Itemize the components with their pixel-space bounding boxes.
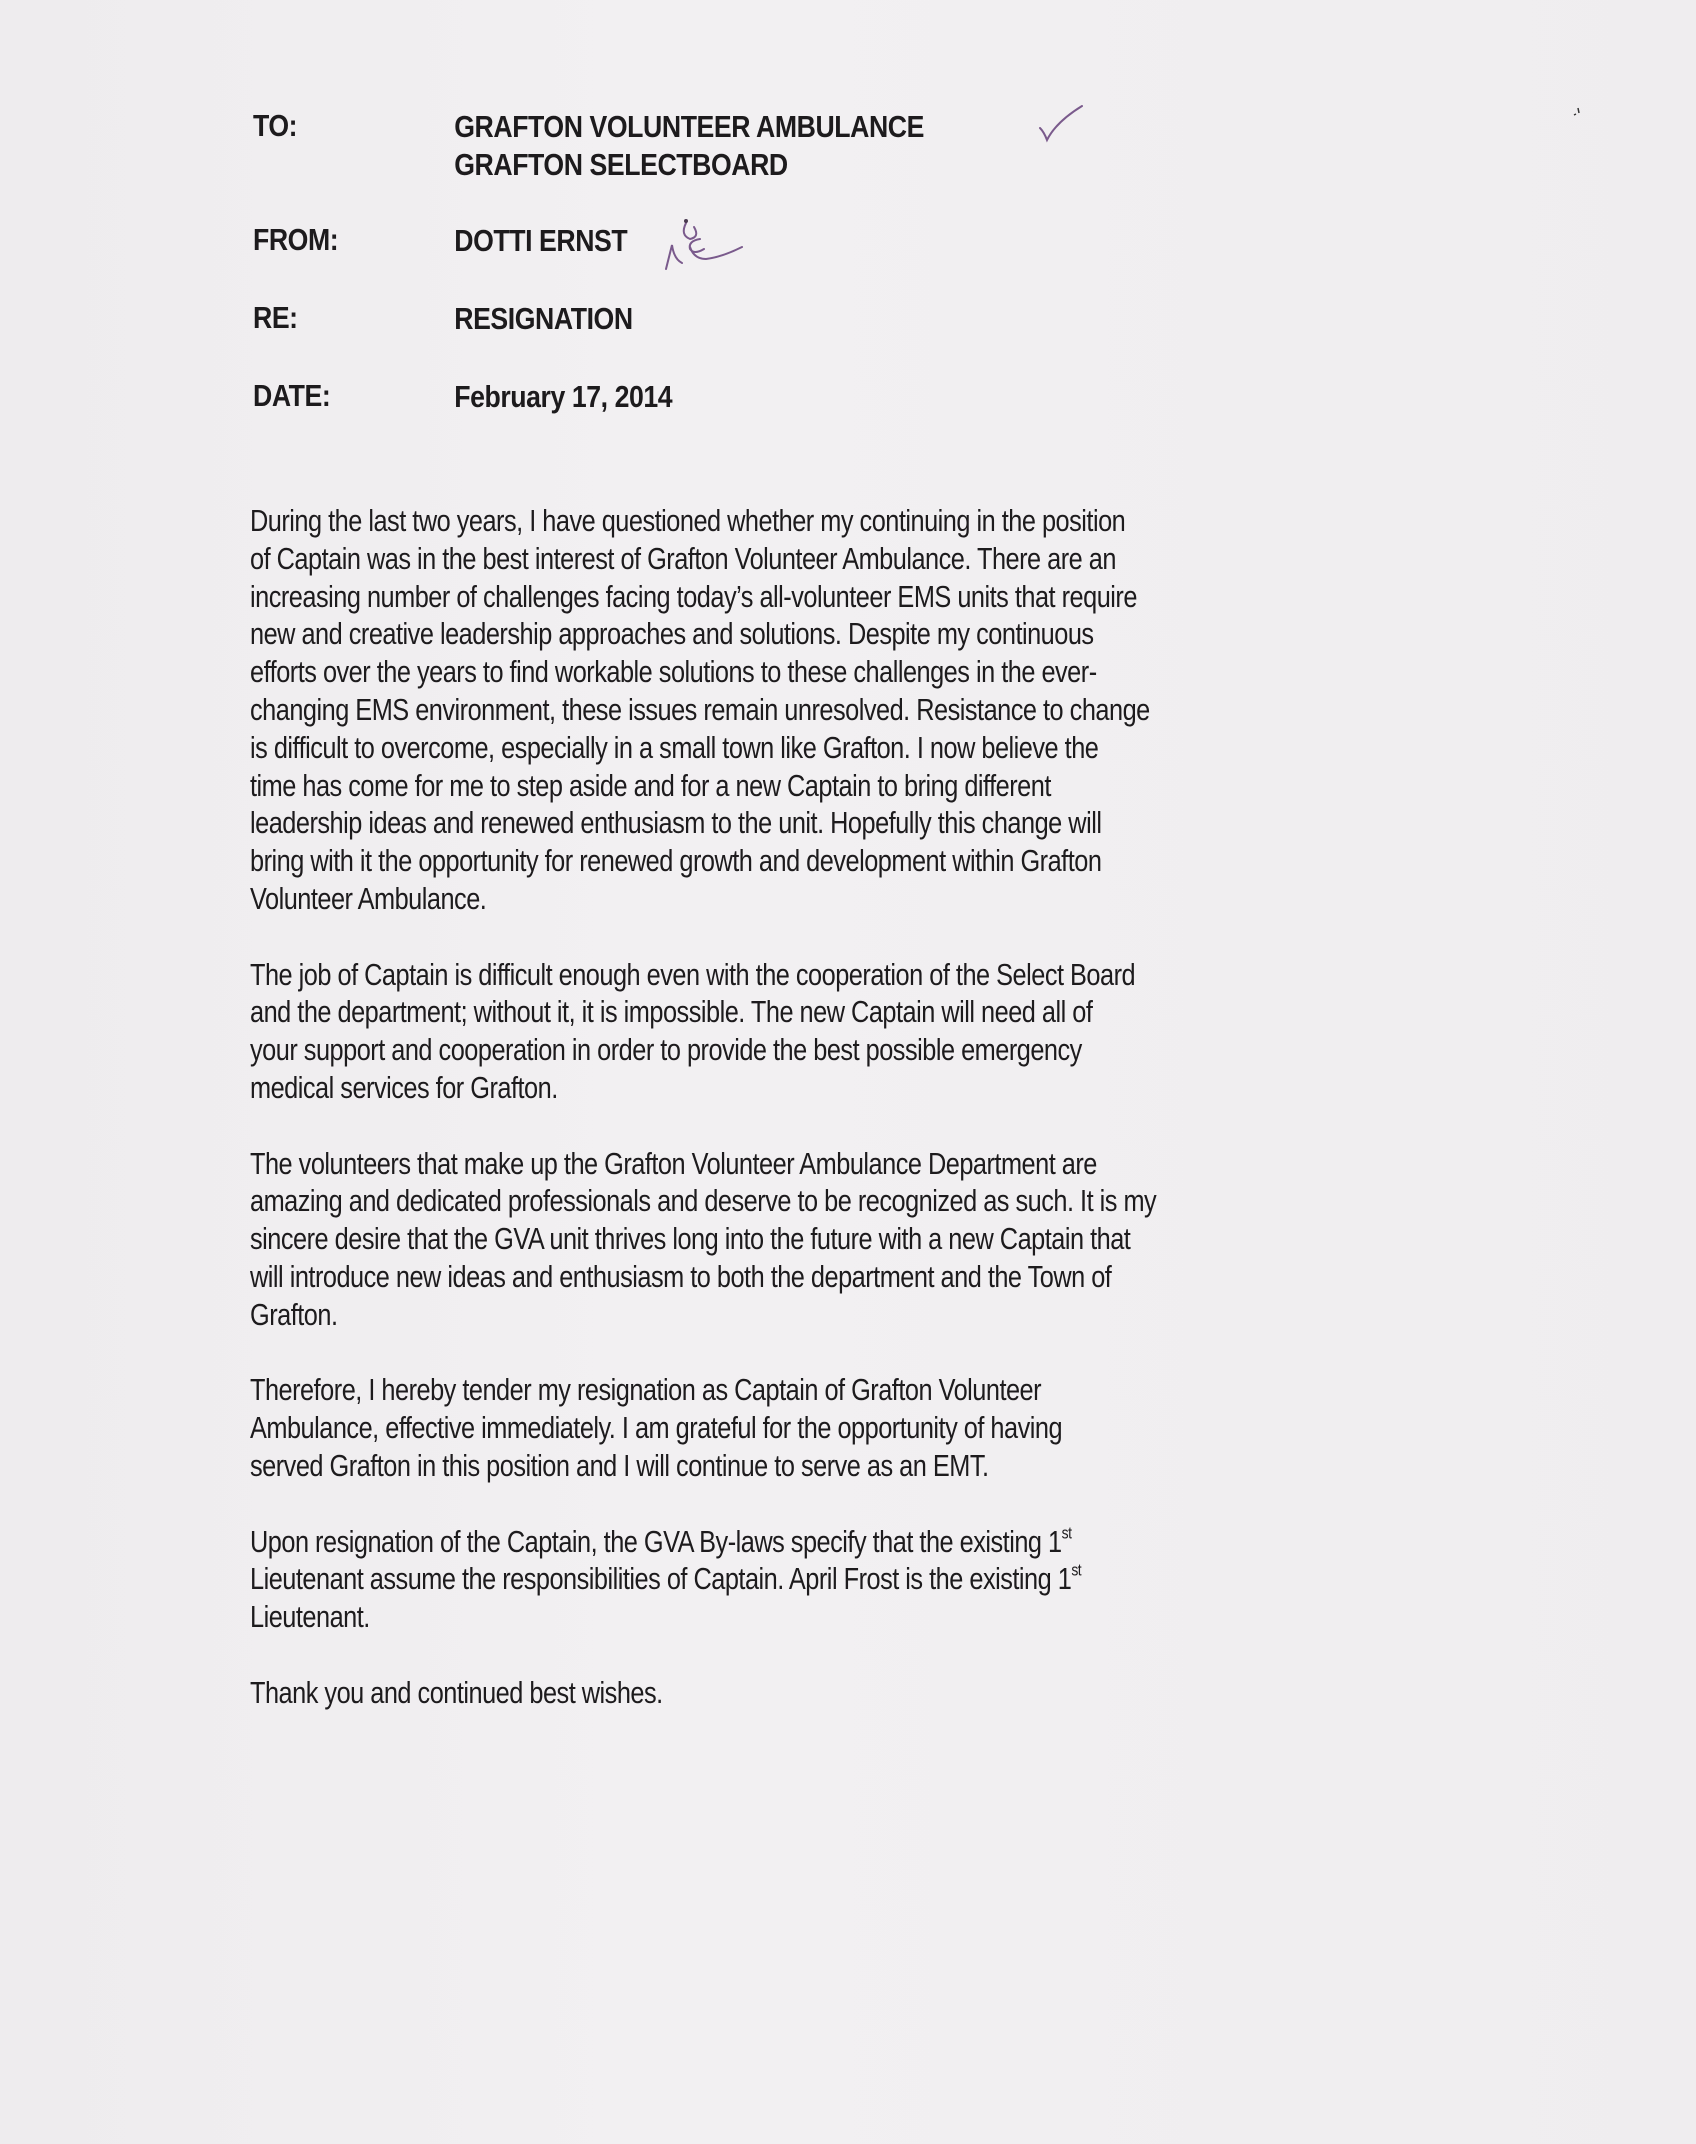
signature-initials-icon: [660, 215, 750, 275]
body-line: medical services for Grafton.: [250, 1070, 558, 1105]
body-line: Therefore, I hereby tender my resignation as Captain of Grafton Volunteer: [250, 1373, 1042, 1408]
ordinal-suffix: st: [1061, 1523, 1072, 1543]
body-line: is difficult to overcome, especially in a small town like Grafton. I now believe the: [250, 730, 1099, 765]
paragraph-succession: [250, 1524, 1445, 1637]
ordinal-suffix: st: [1071, 1560, 1082, 1580]
body-line: During the last two years, I have questioned whether my continuing in the position: [250, 504, 1126, 538]
body-line: bring with it the opportunity for renewed growth and development within Grafton: [250, 844, 1102, 879]
from-label: FROM:: [253, 222, 339, 257]
to-recipients: [454, 108, 924, 184]
body-line: time has come for me to step aside and for a new Captain to bring different: [250, 768, 1051, 803]
body-line: The job of Captain is difficult enough even with the cooperation of the Select Board: [250, 957, 1136, 992]
body-line: amazing and dedicated professionals and deserve to be recognized as such. It is my: [250, 1184, 1157, 1219]
line-text: Lieutenant assume the responsibilities of Captain. April Frost is the existing 1: [250, 1562, 1072, 1597]
body-line: served Grafton in this position and I will continue to serve as an EMT.: [250, 1448, 989, 1483]
re-label: RE:: [253, 300, 298, 335]
body-line: Thank you and continued best wishes.: [250, 1675, 663, 1710]
body-line: sincere desire that the GVA unit thrives long into the future with a new Captain that: [250, 1222, 1131, 1257]
paragraph-cooperation: [250, 957, 1445, 1108]
body-line: changing EMS environment, these issues remain unresolved. Resistance to change: [250, 692, 1150, 727]
paragraph-reasoning: [250, 503, 1445, 919]
recipient-selectboard: GRAFTON SELECTBOARD: [454, 147, 788, 182]
re-value: RESIGNATION: [454, 301, 633, 336]
body-line: Grafton.: [250, 1297, 338, 1332]
body-line: Volunteer Ambulance.: [250, 881, 487, 916]
body-line: leadership ideas and renewed enthusiasm to the unit. Hopefully this change will: [250, 806, 1102, 841]
date-label: DATE:: [253, 378, 331, 413]
to-label: TO:: [253, 108, 298, 143]
body-line: will introduce new ideas and enthusiasm to both the department and the Town of: [250, 1259, 1112, 1294]
body-line-with-ordinal: [250, 1524, 1445, 1562]
body-line-with-ordinal: [250, 1561, 1445, 1599]
body-line: efforts over the years to find workable solutions to these challenges in the ever-: [250, 655, 1097, 690]
recipient-ambulance: GRAFTON VOLUNTEER AMBULANCE: [454, 109, 924, 144]
paragraph-volunteers: [250, 1146, 1445, 1335]
scan-speck: [1573, 107, 1581, 117]
body-line: of Captain was in the best interest of Grafton Volunteer Ambulance. There are an: [250, 541, 1116, 576]
body-line: and the department; without it, it is impossible. The new Captain will need all of: [250, 995, 1093, 1030]
memo-body: [250, 503, 1450, 1750]
paragraph-closing: [250, 1675, 1445, 1713]
body-line: The volunteers that make up the Grafton Volunteer Ambulance Department are: [250, 1146, 1097, 1181]
date-value: February 17, 2014: [454, 379, 673, 414]
body-line: Lieutenant.: [250, 1600, 370, 1635]
from-value: DOTTI ERNST: [454, 223, 628, 258]
checkmark-icon: [1038, 104, 1084, 144]
body-line: new and creative leadership approaches and solutions. Despite my continuous: [250, 617, 1094, 652]
paragraph-resignation: [250, 1372, 1445, 1485]
body-line: increasing number of challenges facing today’s all-volunteer EMS units that require: [250, 579, 1137, 614]
body-line: Ambulance, effective immediately. I am grateful for the opportunity of having: [250, 1411, 1063, 1446]
line-text: Upon resignation of the Captain, the GVA By-laws specify that the existing 1: [250, 1524, 1062, 1559]
body-line: your support and cooperation in order to provide the best possible emergency: [250, 1033, 1082, 1068]
